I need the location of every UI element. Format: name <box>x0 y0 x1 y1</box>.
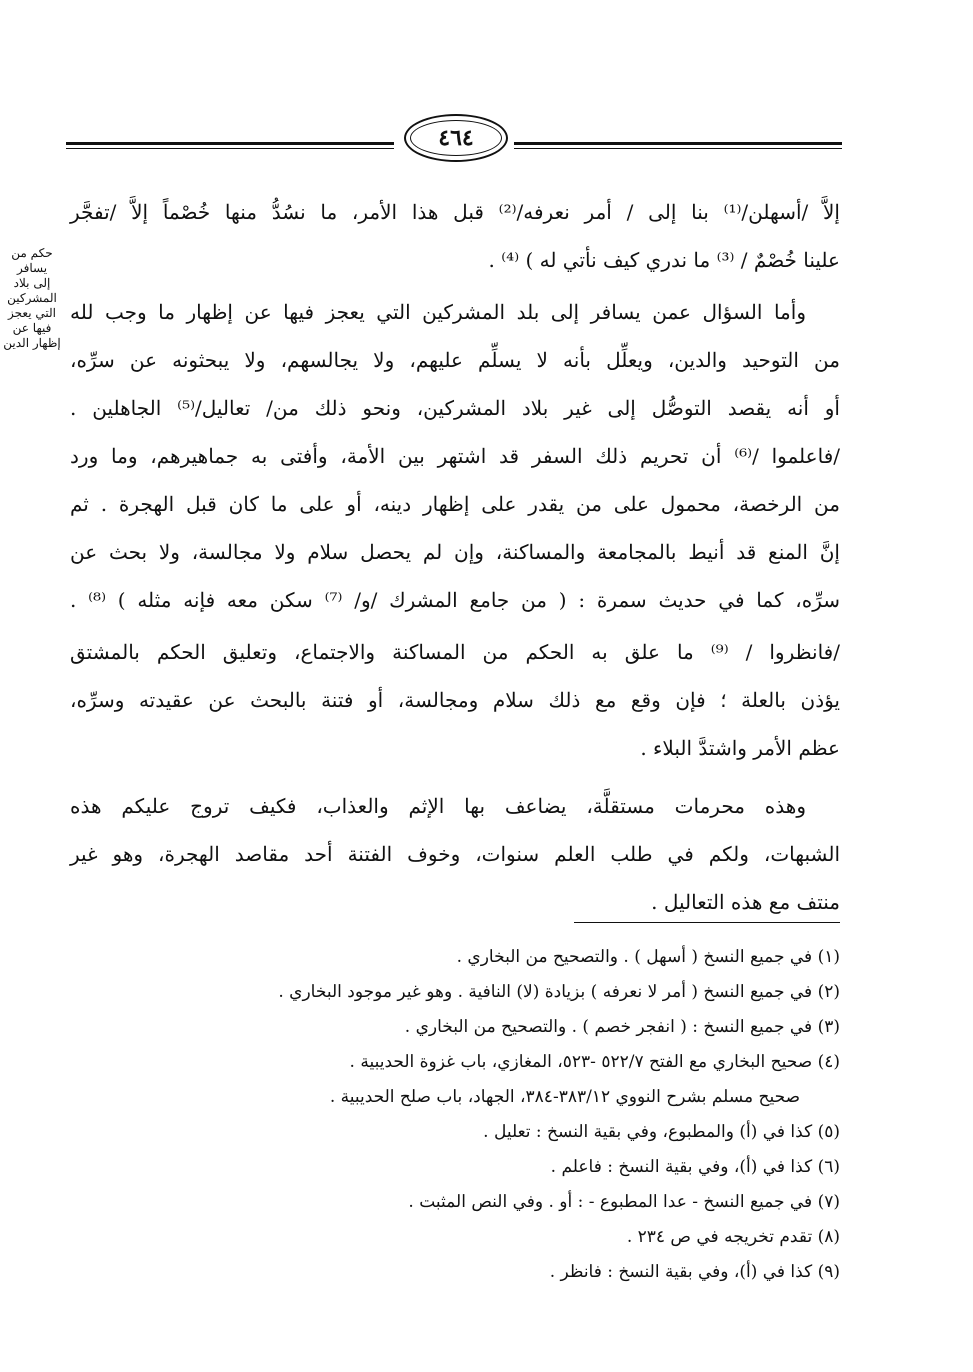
footnote: (٤) صحيح البخاري مع الفتح ٥٢٢/٧ -٥٢٣، المغازي، باب غزوة الحديبية . <box>349 1052 840 1072</box>
text-line: الشبهات، ولكم في طلب العلم سنوات، وخوف الفتنة أحد مقاصد الهجرة، وهو غير <box>70 842 840 866</box>
margin-note-line: يسافر <box>16 261 48 275</box>
footnote-separator <box>574 922 840 923</box>
footnote-continuation: صحيح مسلم بشرح النووي ٣٨٣/١٢-٣٨٤، الجهاد، باب صلح الحديبية . <box>329 1087 800 1107</box>
footnote: (٢) في جميع النسخ ( أمر لا نعرفه ) بزيادة (لا) النافية . وهو غير موجود البخاري . <box>278 982 840 1002</box>
page-number-frame <box>404 114 508 162</box>
margin-note-line: إظهار الدين <box>3 336 61 350</box>
text-line: أو أنه يقصد التوصُّل إلى غير بلاد المشركين، ونحو ذلك من/ تعاليل/⁽⁵⁾ الجاهلين . <box>70 396 840 420</box>
header-rule-right <box>514 142 842 145</box>
margin-note-line: التي يعجز <box>8 306 56 320</box>
footnote: (٧) في جميع النسخ - عدا المطبوع - : أو . وفي النص المثبت . <box>408 1192 840 1212</box>
margin-note-line: إلى بلاد <box>13 276 51 290</box>
text-line: /فاعلموا /⁽⁶⁾ أن تحريم ذلك السفر قد اشتهر بين الأمة، وأفتى به جماهيرهم، وما ورد <box>70 444 840 468</box>
paragraph <box>70 782 840 926</box>
paragraph <box>70 288 840 624</box>
text-line: يؤذن بالعلة ؛ فإن وقع مع ذلك سلام ومجالسة، أو فتنة بالبحث عن عقيدته وسرِّه، <box>70 688 840 712</box>
paragraph <box>70 628 840 772</box>
footnote: (٩) كذا في (أ)، وفي بقية النسخ : فانظر . <box>549 1262 840 1282</box>
text-line: إنَّ المنع قد أنيط بالمجامعة والمساكنة، وإن لم يحصل سلام ولا مجالسة، ولا بحث عن <box>70 540 840 564</box>
margin-note-line: فيها عن <box>12 321 52 335</box>
text-line: منتف مع هذه التعاليل . <box>651 890 840 914</box>
footnote: (١) في جميع النسخ ( أسهل ) . والتصحيح من البخاري . <box>456 947 840 967</box>
margin-note-line: المشركين <box>7 291 57 305</box>
text-line: من الرخصة، محمول على من يقدر على إظهار دينه، أو على ما كان قبل الهجرة . ثم <box>70 492 840 516</box>
text-line: /فانظروا / ⁽⁹⁾ ما علق به الحكم من المساكنة والاجتماع، وتعليق الحكم بالمشتق <box>70 640 840 664</box>
text-line: إلاَّ /أسهلن/⁽¹⁾ بنا إلى / أمر نعرفه/⁽²⁾ قبل هذا الأمر، ما نسُدُّ منها خُصْماً إلاَّ /تفجَّر <box>70 200 840 224</box>
footnote: (٥) كذا في (أ) والمطبوع، وفي بقية النسخ : تعليل . <box>483 1122 840 1142</box>
footnote: (٦) كذا في (أ)، وفي بقية النسخ : فاعلم . <box>550 1157 840 1177</box>
margin-note <box>2 246 62 351</box>
page-header <box>66 112 842 166</box>
main-text <box>70 188 840 926</box>
text-line: وهذه محرمات مستقلَّة، يضاعف بها الإثم والعذاب، فكيف تروج عليكم هذه <box>70 794 806 818</box>
footnotes <box>100 940 840 1290</box>
text-line: عظم الأمر واشتدَّ البلاء . <box>640 736 840 760</box>
text-line: من التوحيد والدين، ويعلِّل بأنه لا يسلِّم عليهم، ولا يجالسهم، ولا يبحثونه عن سرِّه، <box>70 348 840 372</box>
paragraph <box>70 188 840 284</box>
footnote: (٨) تقدم تخريجه في ص ٢٣٤ . <box>626 1227 840 1247</box>
footnote: (٣) في جميع النسخ : ( انفجر خصم ) . والتصحيح من البخاري . <box>404 1017 840 1037</box>
margin-note-line: حكم من <box>11 246 53 260</box>
header-rule-left <box>66 142 394 145</box>
page-number: ٤٦٤ <box>438 125 474 151</box>
text-line: وأما السؤال عمن يسافر إلى بلد المشركين التي يعجز فيها عن إظهار ما وجب لله <box>70 300 806 324</box>
text-line: علينا خُصْمٌ / ⁽³⁾ ما ندري كيف نأتي له ) ⁽⁴⁾ . <box>488 248 840 272</box>
text-line: سرِّه، كما في حديث سمرة : ( من جامع المشرك /و/ ⁽⁷⁾ سكن معه فإنه مثله ) ⁽⁸⁾ . <box>70 588 840 612</box>
